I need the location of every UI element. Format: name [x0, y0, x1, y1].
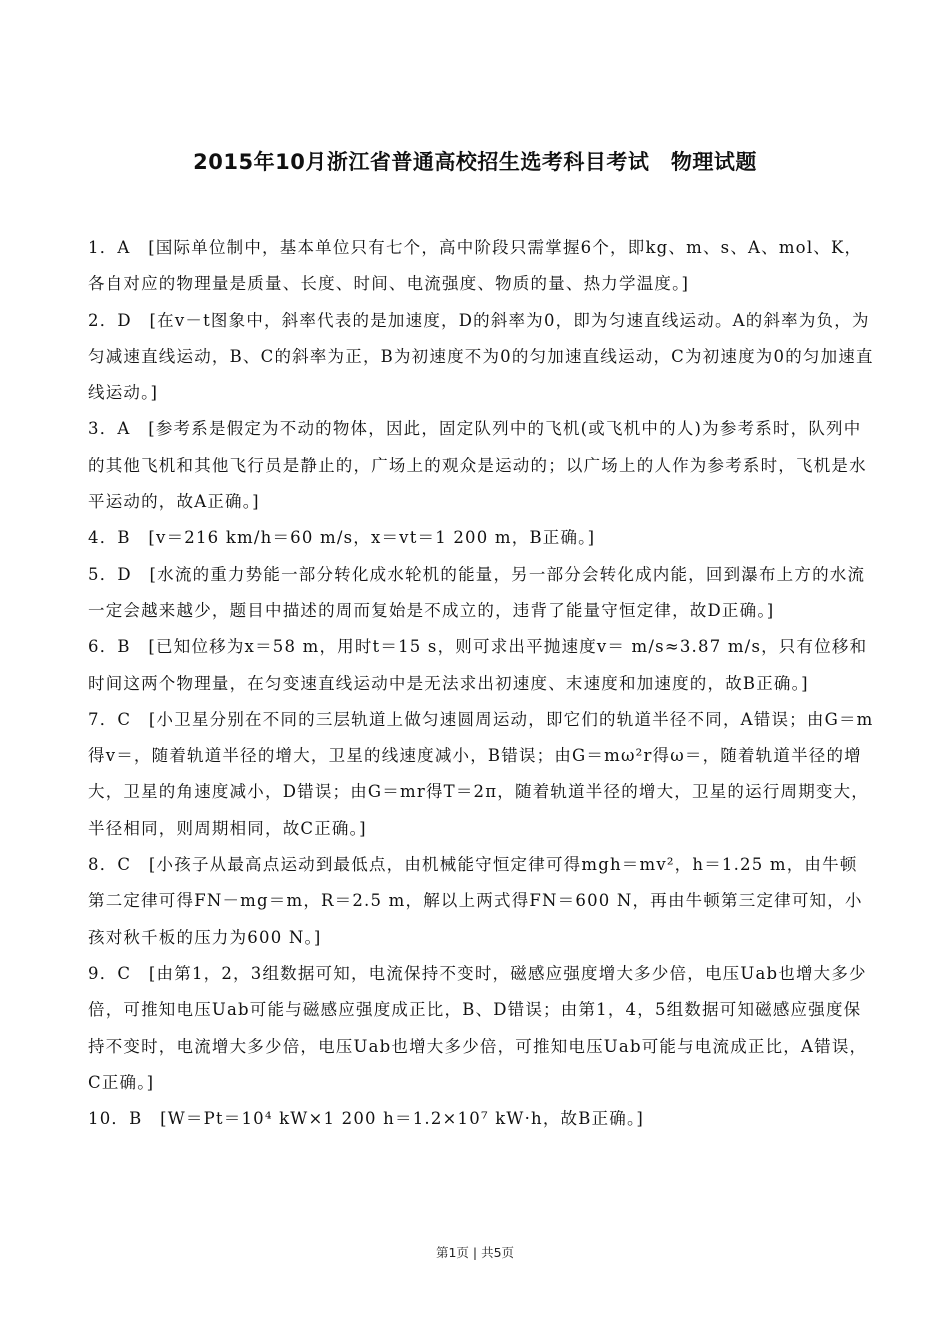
answer-item-2: 2．D [在v－t图象中，斜率代表的是加速度，D的斜率为0，即为匀速直线运动。A的斜率为负，为匀减速直线运动，B、C的斜率为正，B为初速度不为0的匀加速直线运动，C为初速度为0的匀加速直线运动。] — [88, 310, 874, 403]
answer-item-6: 6．B [已知位移为x＝58 m，用时t＝15 s，则可求出平抛速度v＝ m/s≈3.87 m/s，只有位移和时间这两个物理量，在匀变速直线运动中是无法求出初速度、末速度和加速度的，故B正确。] — [88, 637, 868, 693]
page-footer: 第1页 | 共5页 — [435, 1245, 515, 1260]
answer-item-10: 10．B [W＝Pt＝10⁴ kW×1 200 h＝1.2×10⁷ kW·h，故B正确。] — [88, 1109, 645, 1129]
answer-item-9: 9．C [由第1，2，3组数据可知，电流保持不变时，磁感应强度增大多少倍，电压Uab也增大多少倍，可推知电压Uab可能与磁感应强度成正比，B、D错误；由第1，4，5组数据可知磁感应强度保持不变时，电流增大多少倍，电压Uab也增大多少倍，可推知电压Uab可能与电流成正比，A错误，C正确。] — [88, 963, 868, 1092]
answer-item-5: 5．D [水流的重力势能一部分转化成水轮机的能量，另一部分会转化成内能，回到瀑布上方的水流一定会越来越少，题目中描述的周而复始是不成立的，违背了能量守恒定律，故D正确。] — [88, 564, 866, 620]
answer-item-8: 8．C [小孩子从最高点运动到最低点，由机械能守恒定律可得mgh＝mv²，h＝1.25 m，由牛顿第二定律可得FN－mg＝m，R＝2.5 m，解以上两式得FN＝600 N，再由牛顿第三定律可知，小孩对秋千板的压力为600 N。] — [88, 855, 863, 947]
page-title: 2015年10月浙江省普通高校招生选考科目考试 物理试题 — [193, 150, 757, 174]
answer-item-7: 7．C [小卫星分别在不同的三层轨道上做匀速圆周运动，即它们的轨道半径不同，A错误；由G＝m得v＝，随着轨道半径的增大，卫星的线速度减小，B错误；由G＝mω²r得ω＝，随着轨道半径的增大，卫星的角速度减小，D错误；由G＝mr得T＝2π，随着轨道半径的增大，卫星的运行周期变大，半径相同，则周期相同，故C正确。] — [88, 709, 874, 838]
answer-item-4: 4．B [v＝216 km/h＝60 m/s，x＝vt＝1 200 m，B正确。] — [88, 528, 596, 548]
answer-item-3: 3．A [参考系是假定为不动的物体，因此，固定队列中的飞机(或飞机中的人)为参考系时，队列中的其他飞机和其他飞行员是静止的，广场上的观众是运动的；以广场上的人作为参考系时，飞机是水平运动的，故A正确。] — [88, 419, 867, 512]
answer-item-1: 1．A [国际单位制中，基本单位只有七个，高中阶段只需掌握6个，即kg、m、s、A、mol、K，各自对应的物理量是质量、长度、时间、电流强度、物质的量、热力学温度。] — [88, 238, 863, 294]
answer-list — [88, 230, 874, 1137]
